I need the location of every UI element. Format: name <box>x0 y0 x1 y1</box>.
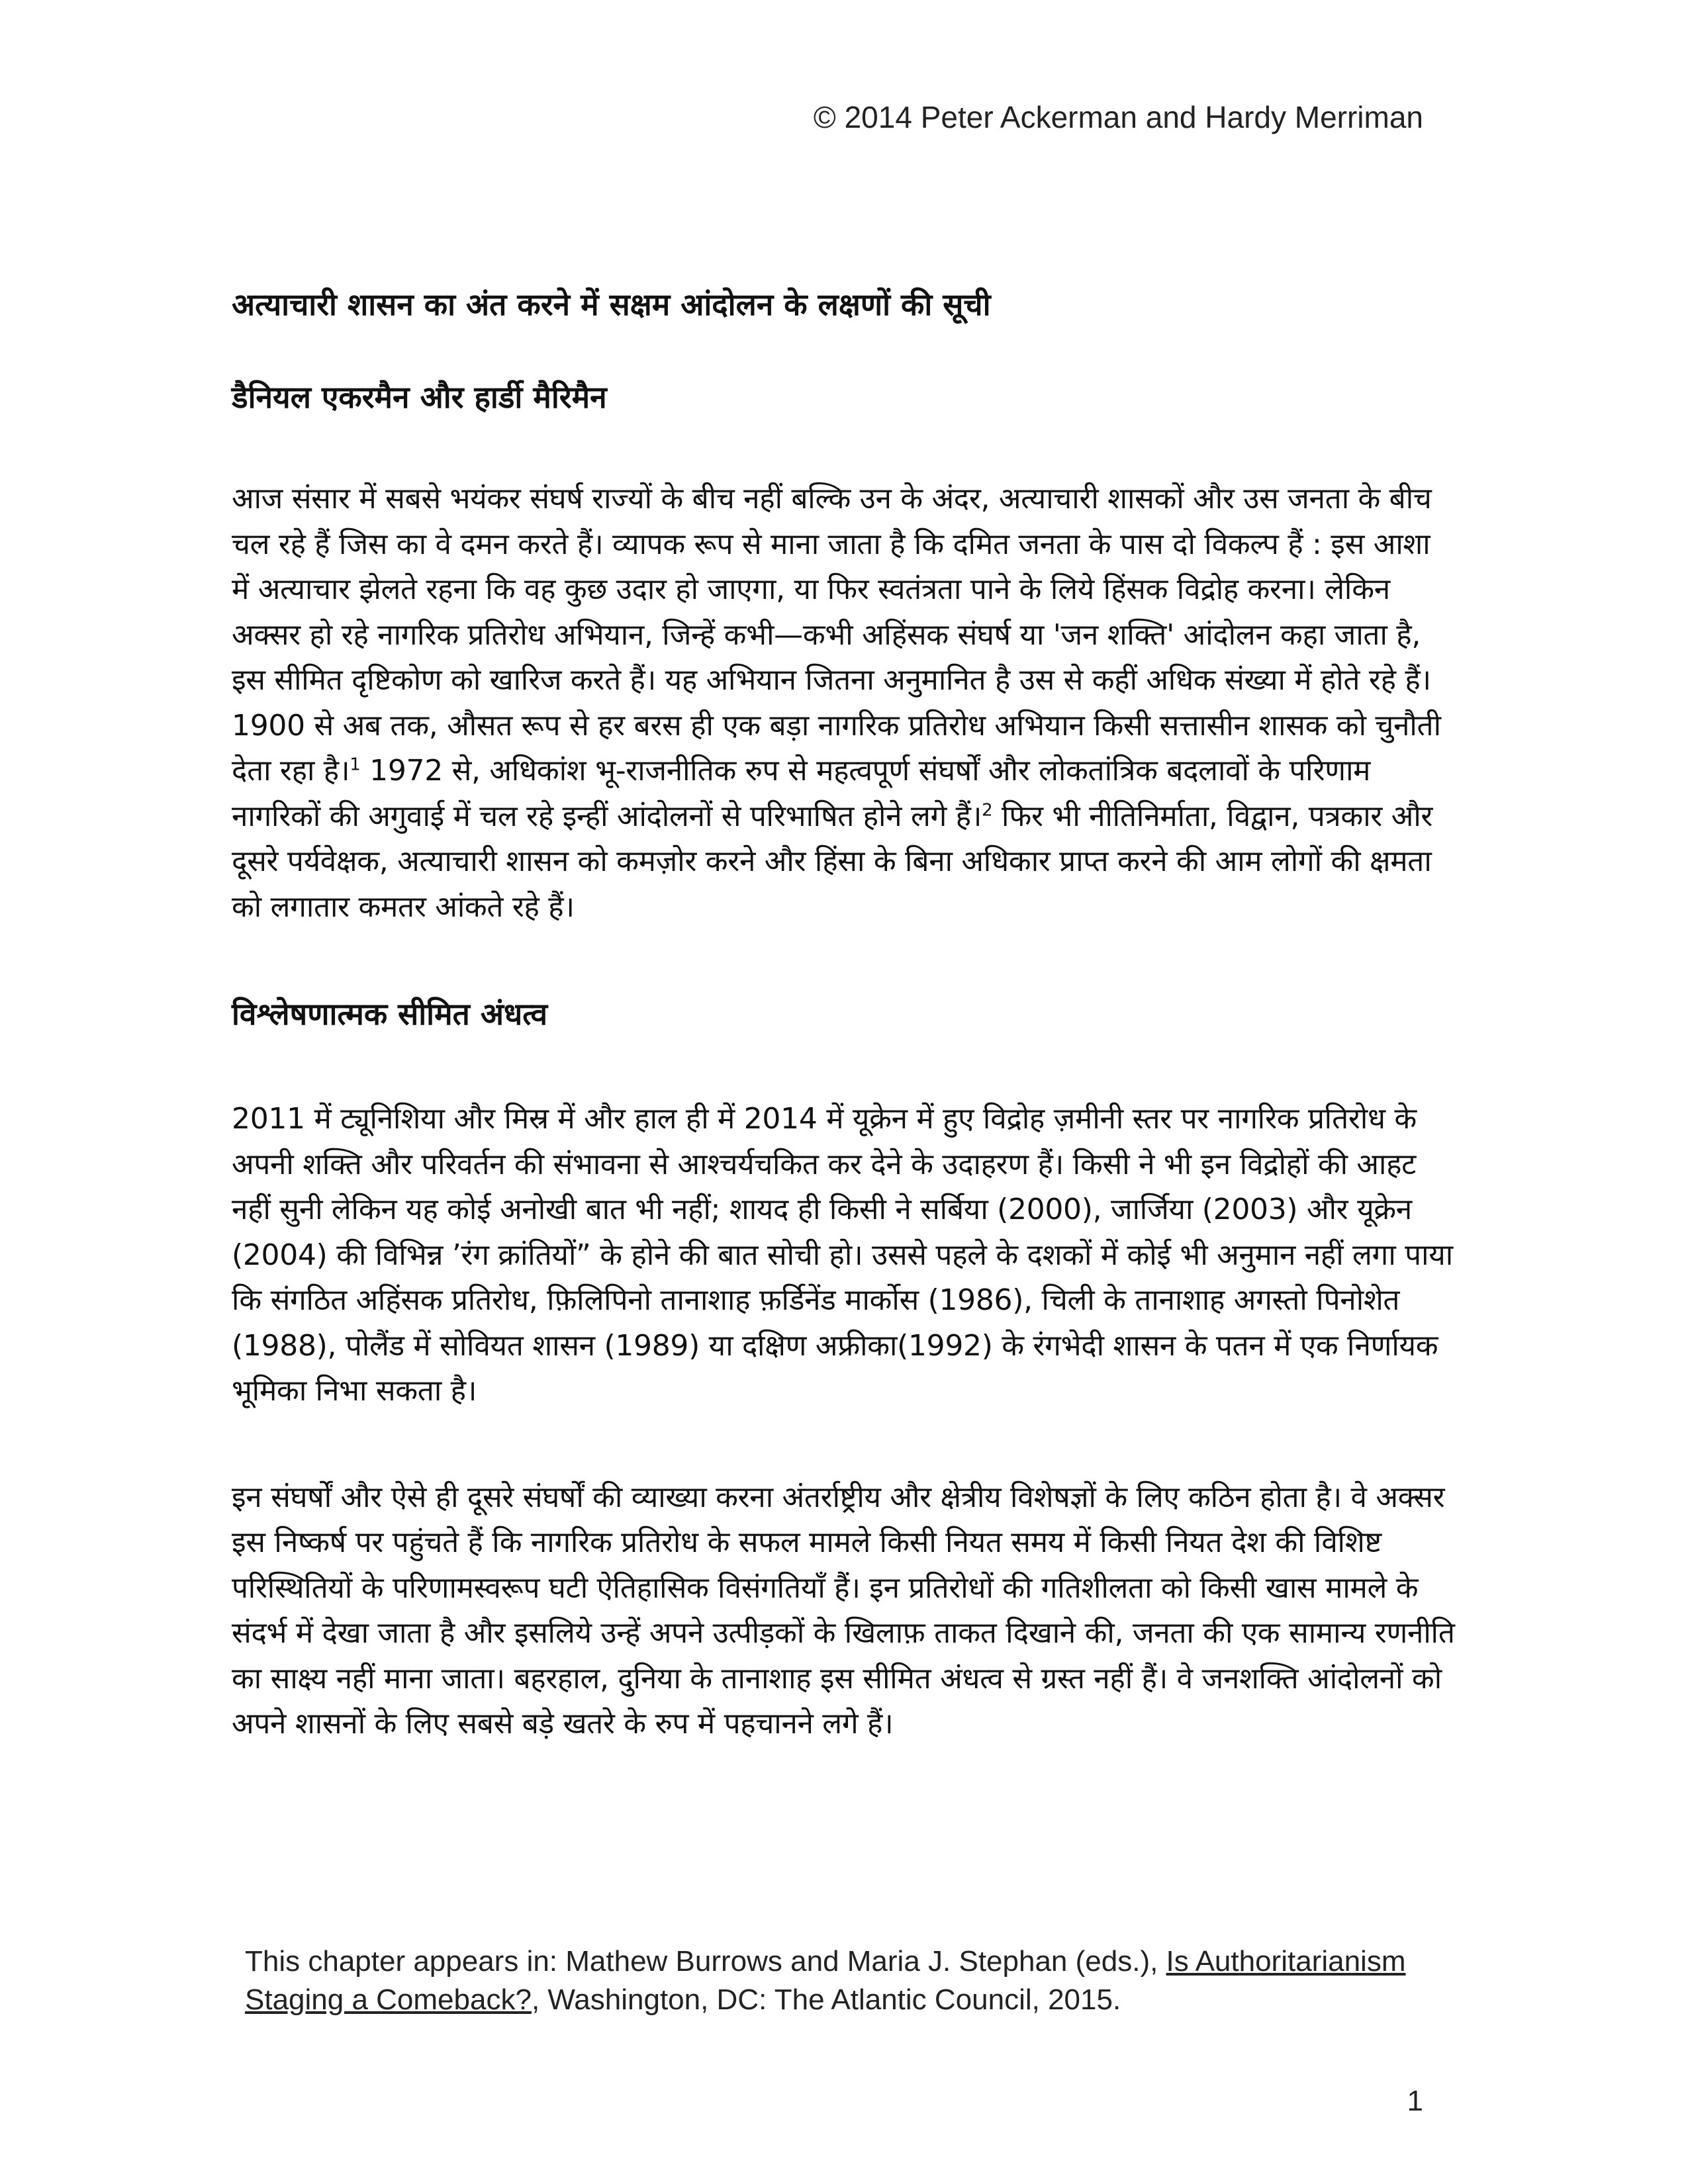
document-authors: डैनियल एकरमैन और हार्डी मैरिमैन <box>232 379 607 415</box>
section-paragraph-1: 2011 में ट्यूनिशिया और मिस्र में और हाल ही में 2014 में यूक्रेन में हुए विद्रोह ज़मीनी स्तर पर नागरिक प्रतिरोध के अपनी शक्ति और परिवर्तन की संभावना से आश्चर्यचकित कर देने के उदाहरण हैं। किसी ने भी इन विद्रोहों की आहट नहीं सुनी लेकिन यह कोई अनोखी बात भी नहीं; शायद ही किसी ने सर्बिया (2000), जार्जिया (2003) और यूक्रेन (2004) की विभिन्न ’रंग क्रांतियों” के होने की बात सोची हो। उससे पहले के दशकों में कोई भी अनुमान नहीं लगा पाया कि संगठित अहिंसक प्रतिरोध, फ़िलिपिनो तानाशाह फ़र्डिनेंड मार्कोस (1986), चिली के तानाशाह अगस्तो पिनोशेत (1988), पोलैंड में सोवियत शासन (1989) या दक्षिण अफ्रीका(1992) के रंगभेदी शासन के पतन में एक निर्णायक भूमिका निभा सकता है। <box>232 1102 1453 1408</box>
intro-text-part-1: आज संसार में सबसे भयंकर संघर्ष राज्यों के बीच नहीं बल्कि उन के अंदर, अत्याचारी शासकों और उस जनता के बीच चल रहे हैं जिस का वे दमन करते हैं। व्यापक रूप से माना जाता है कि दमित जनता के पास दो विकल्प हैं : इस आशा में अत्याचार झेलते रहना कि वह कुछ उदार हो जाएगा, या फिर स्वतंत्रता पाने के लिये हिंसक विद्रोह करना। लेकिन अक्सर हो रहे नागरिक प्रतिरोध अभियान, जिन्हें कभी—कभी अहिंसक संघर्ष या 'जन शक्ति' आंदोलन कहा जाता है, इस सीमित दृष्टिकोण को खारिज करते हैं। यह अभियान जितना अनुमानित है उस से कहीं अधिक संख्या में होते रहे हैं। 1900 से अब तक, औसत रूप से हर बरस ही एक बड़ा नागरिक प्रतिरोध अभियान किसी सत्तासीन शासक को चुनौती देता रहा है। <box>232 482 1441 788</box>
document-title: अत्याचारी शासन का अंत करने में सक्षम आंदोलन के लक्षणों की सूची <box>232 287 991 322</box>
book-title-link[interactable]: Is Authoritarianism Staging a Comeback? <box>245 1945 1406 2016</box>
section-paragraph-2: इन संघर्षों और ऐसे ही दूसरे संघर्षों की व्याख्या करना अंतर्राष्ट्रीय और क्षेत्रीय विशेषज्ञों के लिए कठिन होता है। वे अक्सर इस निष्कर्ष पर पहुंचते हैं कि नागरिक प्रतिरोध के सफल मामले किसी नियत समय में किसी नियत देश की विशिष्ट परिस्थितियों के परिणामस्वरूप घटी ऐतिहासिक विसंगतियाँ हैं। इन प्रतिरोधों की गतिशीलता को किसी खास मामले के संदर्भ में देखा जाता है और इसलिये उन्हें अपने उत्पीड़कों के खिलाफ़ ताकत दिखाने की, जनता की एक सामान्य रणनीति का साक्ष्य नहीं माना जाता। बहरहाल, दुनिया के तानाशाह इस सीमित अंधत्व से ग्रस्त नहीं हैं। वे जनशक्ति आंदोलनों को अपने शासनों के लिए सबसे बड़े खतरे के रुप में पहचानने लगे हैं। <box>232 1480 1455 1741</box>
intro-paragraph <box>232 477 1456 930</box>
footnote-marker-1[interactable]: 1 <box>350 754 361 775</box>
intro-text-part-2: 1972 से, अधिकांश भू-राजनीतिक रुप से महत्वपूर्ण संघर्षों और लोकतांत्रिक बदलावों के परिणाम नागरिकों की अगुवाई में चल रहे इन्हीं आंदोलनों से परिभाषित होने लगे हैं। <box>232 754 1371 833</box>
footnote-marker-2[interactable]: 2 <box>982 799 993 820</box>
page-number: 1 <box>1407 2085 1423 2117</box>
chapter-source-note <box>245 1942 1436 2019</box>
document-body <box>232 281 1456 1747</box>
intro-text-part-3: फिर भी नीतिनिर्माता, विद्वान, पत्रकार और दूसरे पर्यवेक्षक, अत्याचारी शासन को कमज़ोर करने और हिंसा के बिना अधिकार प्राप्त करने की आम लोगों की क्षमता को लगातार कमतर आंकते रहे हैं। <box>232 799 1433 924</box>
copyright-notice: © 2014 Peter Ackerman and Hardy Merriman <box>813 100 1423 134</box>
chapter-note-suffix: , Washington, DC: The Atlantic Council, 2015. <box>531 1983 1121 2016</box>
chapter-note-prefix: This chapter appears in: Mathew Burrows and Maria J. Stephan (eds.), <box>245 1945 1166 1978</box>
section-heading: विश्लेषणात्मक सीमित अंधत्व <box>232 996 548 1032</box>
